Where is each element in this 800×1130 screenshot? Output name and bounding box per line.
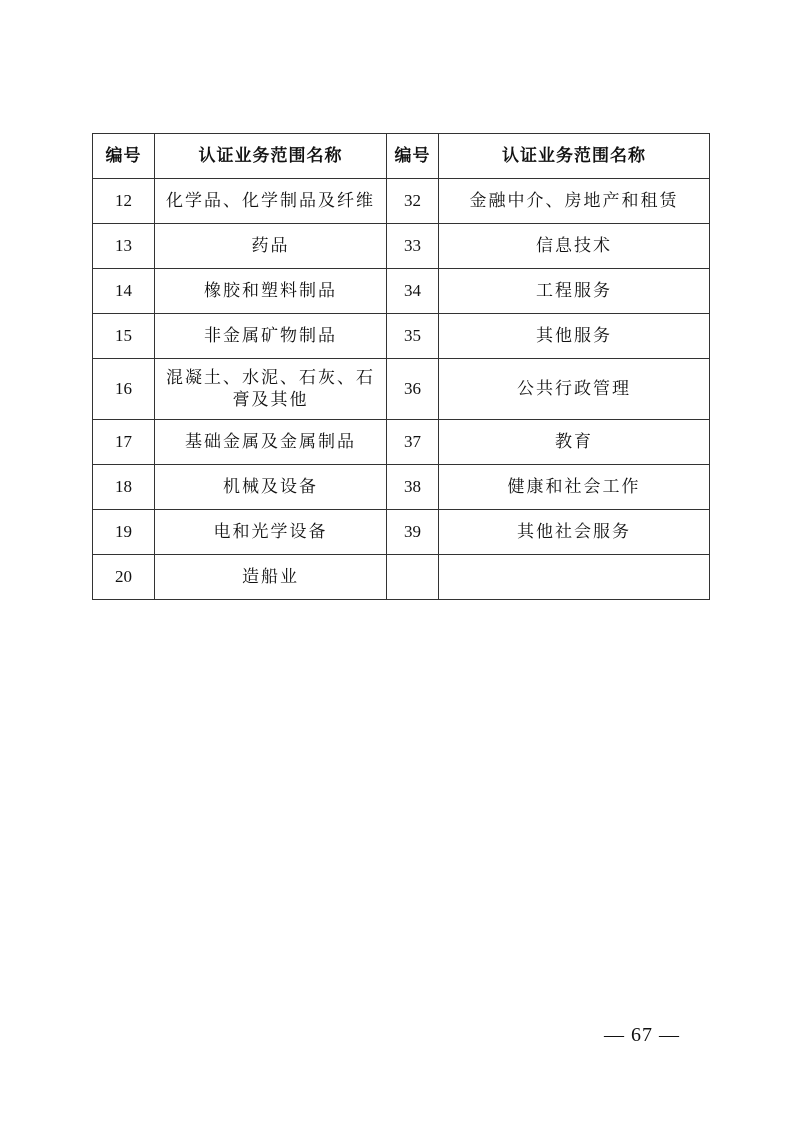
right-code-cell: 34 bbox=[387, 269, 439, 314]
left-name-cell: 药品 bbox=[155, 224, 387, 269]
left-name-cell: 机械及设备 bbox=[155, 465, 387, 510]
left-code-cell: 12 bbox=[93, 179, 155, 224]
left-name-cell: 基础金属及金属制品 bbox=[155, 420, 387, 465]
table-row bbox=[93, 555, 710, 600]
right-name-cell: 其他服务 bbox=[439, 314, 710, 359]
table-row bbox=[93, 420, 710, 465]
right-code-cell: 35 bbox=[387, 314, 439, 359]
header-right-code: 编号 bbox=[387, 134, 439, 179]
certification-scope-table bbox=[92, 133, 710, 600]
left-code-cell: 16 bbox=[93, 359, 155, 420]
right-name-cell: 其他社会服务 bbox=[439, 510, 710, 555]
right-name-cell: 信息技术 bbox=[439, 224, 710, 269]
left-name-cell: 造船业 bbox=[155, 555, 387, 600]
left-code-cell: 19 bbox=[93, 510, 155, 555]
left-code-cell: 18 bbox=[93, 465, 155, 510]
table-row bbox=[93, 465, 710, 510]
table-row bbox=[93, 224, 710, 269]
right-code-cell: 32 bbox=[387, 179, 439, 224]
right-name-cell: 金融中介、房地产和租赁 bbox=[439, 179, 710, 224]
table-row bbox=[93, 510, 710, 555]
left-name-cell: 电和光学设备 bbox=[155, 510, 387, 555]
right-code-cell: 33 bbox=[387, 224, 439, 269]
left-code-cell: 13 bbox=[93, 224, 155, 269]
table-row bbox=[93, 269, 710, 314]
right-name-cell bbox=[439, 555, 710, 600]
left-name-cell: 橡胶和塑料制品 bbox=[155, 269, 387, 314]
right-code-cell: 38 bbox=[387, 465, 439, 510]
table-header-row bbox=[93, 134, 710, 179]
page-number: — 67 — bbox=[604, 1024, 680, 1046]
right-name-cell: 健康和社会工作 bbox=[439, 465, 710, 510]
header-left-name: 认证业务范围名称 bbox=[155, 134, 387, 179]
left-name-cell: 化学品、化学制品及纤维 bbox=[155, 179, 387, 224]
header-right-name: 认证业务范围名称 bbox=[439, 134, 710, 179]
right-name-cell: 教育 bbox=[439, 420, 710, 465]
left-name-cell: 混凝土、水泥、石灰、石膏及其他 bbox=[155, 359, 387, 420]
right-code-cell: 37 bbox=[387, 420, 439, 465]
header-left-code: 编号 bbox=[93, 134, 155, 179]
right-code-cell: 36 bbox=[387, 359, 439, 420]
left-code-cell: 20 bbox=[93, 555, 155, 600]
left-code-cell: 15 bbox=[93, 314, 155, 359]
right-code-cell: 39 bbox=[387, 510, 439, 555]
right-name-cell: 工程服务 bbox=[439, 269, 710, 314]
right-code-cell bbox=[387, 555, 439, 600]
table-row bbox=[93, 179, 710, 224]
right-name-cell: 公共行政管理 bbox=[439, 359, 710, 420]
left-code-cell: 17 bbox=[93, 420, 155, 465]
left-name-cell: 非金属矿物制品 bbox=[155, 314, 387, 359]
table-row bbox=[93, 359, 710, 420]
left-code-cell: 14 bbox=[93, 269, 155, 314]
table-row bbox=[93, 314, 710, 359]
